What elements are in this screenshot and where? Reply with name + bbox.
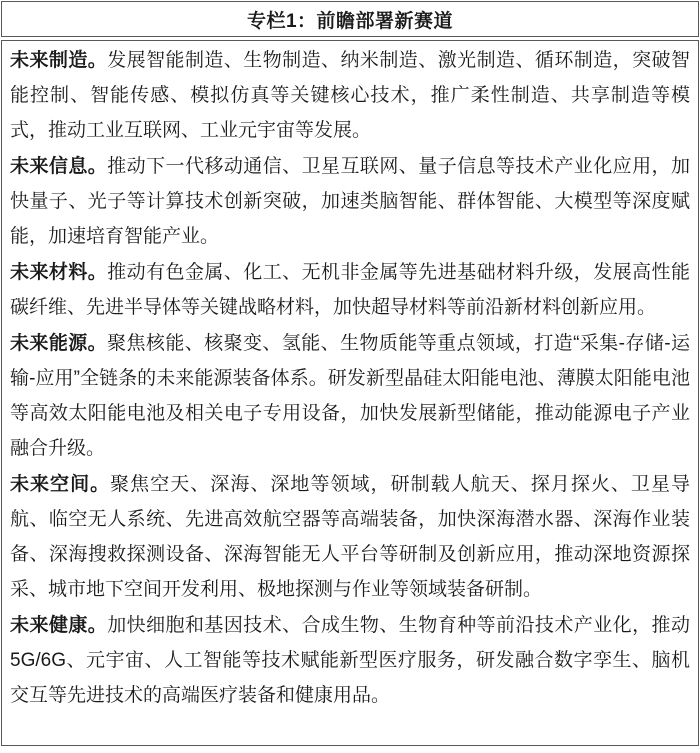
section-text: 聚焦空天、深海、深地等领域，研制载人航天、探月探火、卫星导航、临空无人系统、先进高效航空器等高端装备，加快深海潜水器、深海作业装备、深海搜救探测设备、深海智能无人平台等研制及创新应用，推动深地资源探采、城市地下空间开发利用、极地探测与作业等领域装备研制。 (10, 474, 690, 600)
section-paragraph (10, 43, 690, 148)
section-text: 加快细胞和基因技术、合成生物、生物育种等前沿技术产业化，推动5G/6G、元宇宙、人工智能等技术赋能新型医疗服务，研发融合数字孪生、脑机交互等先进技术的高端医疗装备和健康用品。 (10, 615, 690, 706)
section-paragraph (10, 255, 690, 325)
section-paragraph (10, 467, 690, 607)
column-title: 专栏1：前瞻部署新赛道 (246, 10, 454, 32)
column-body (1, 40, 699, 746)
column-title-bar (1, 1, 699, 37)
section-paragraph (10, 608, 690, 713)
section-lead: 未来信息。 (10, 156, 108, 177)
section-lead: 未来健康。 (10, 615, 108, 636)
section-lead: 未来空间。 (10, 474, 111, 495)
section-paragraph (10, 149, 690, 254)
section-paragraph (10, 326, 690, 466)
section-text: 推动有色金属、化工、无机非金属等先进基础材料升级，发展高性能碳纤维、先进半导体等关键战略材料，加快超导材料等前沿新材料创新应用。 (10, 262, 690, 318)
section-text: 发展智能制造、生物制造、纳米制造、激光制造、循环制造，突破智能控制、智能传感、模拟仿真等关键核心技术，推广柔性制造、共享制造等模式，推动工业互联网、工业元宇宙等发展。 (10, 50, 690, 141)
section-lead: 未来材料。 (10, 262, 108, 283)
section-text: 聚焦核能、核聚变、氢能、生物质能等重点领域，打造“采集-存储-运输-应用”全链条的未来能源装备体系。研发新型晶硅太阳能电池、薄膜太阳能电池等高效太阳能电池及相关电子专用设备，加快发展新型储能，推动能源电子产业融合升级。 (10, 333, 690, 459)
section-lead: 未来制造。 (10, 50, 108, 71)
section-text: 推动下一代移动通信、卫星互联网、量子信息等技术产业化应用，加快量子、光子等计算技术创新突破，加速类脑智能、群体智能、大模型等深度赋能，加速培育智能产业。 (10, 156, 690, 247)
section-lead: 未来能源。 (10, 333, 108, 354)
